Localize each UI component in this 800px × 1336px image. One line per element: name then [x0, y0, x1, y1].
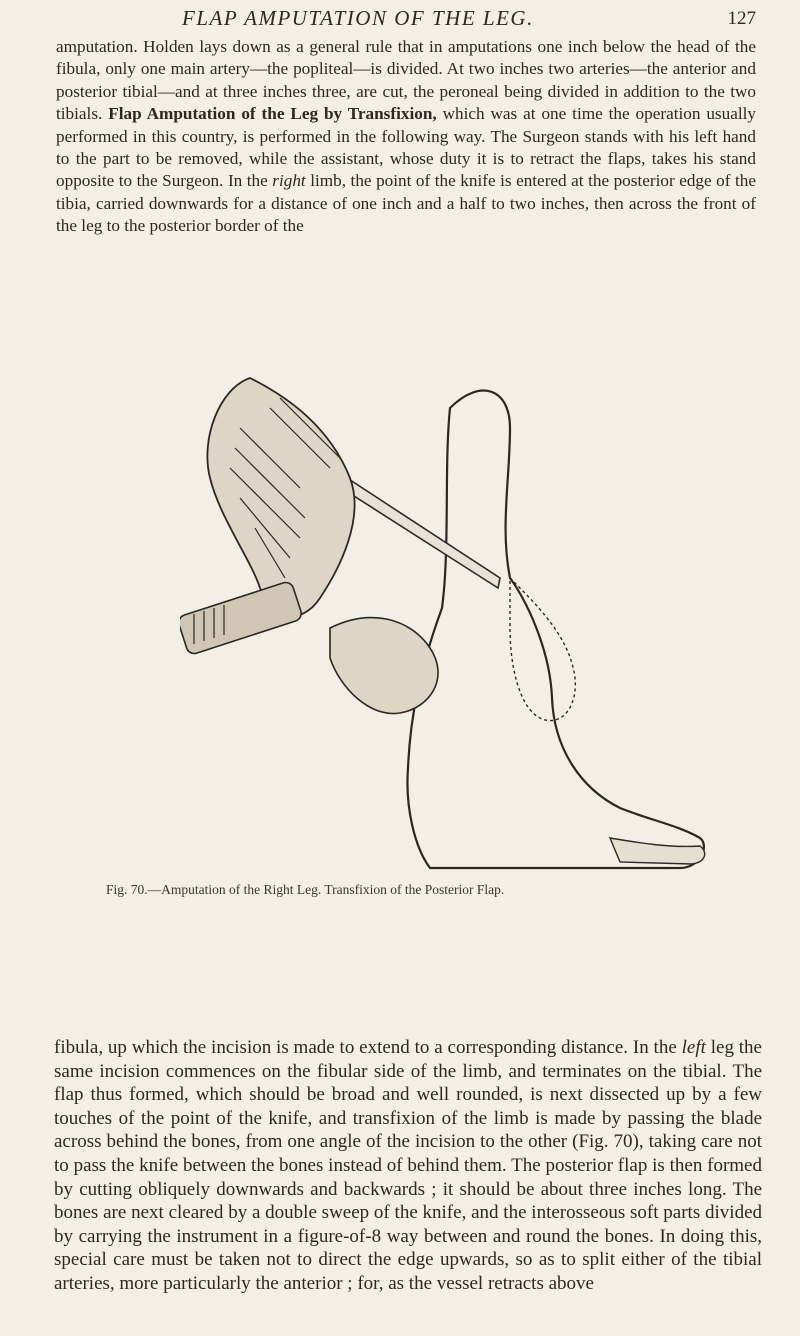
section-heading: Flap Amputation of the Leg by Transfixion, — [108, 104, 437, 124]
assistant-hand — [330, 618, 438, 714]
running-title: FLAP AMPUTATION OF THE LEG. — [182, 6, 534, 30]
italic-right: right — [272, 171, 306, 191]
surgeon-hand — [207, 378, 354, 616]
figure-caption: Fig. 70.—Amputation of the Right Leg. Transfixion of the Posterior Flap. — [106, 882, 505, 897]
knife-handle — [180, 580, 303, 655]
paragraph-1 — [56, 36, 756, 238]
amputation-engraving — [180, 368, 740, 878]
italic-left: left — [681, 1037, 706, 1058]
page-number: 127 — [727, 8, 756, 29]
paragraph-2-body-b: leg the same incision commences on the fibular side of the limb, and terminates on the tibial. The flap thus formed, which should be broad and well rounded, is next dissected up by a few touches of the point of the knife, and transfixion of the limb is made by passing the blade across behind the bones, from one angle of the incision to the other (Fig. 70), taking care not to pass the knife between the bones instead of behind them. The posterior flap is then formed by cutting obliquely downwards and backwards ; it should be about three inches long. The bones are next cleared by a double sweep of the knife, and the interosseous soft parts divided by carrying the instrument in a figure-of-8 way between and round the bones. In doing this, special care must be taken not to direct the edge upwards, so as to split either of the tibial arteries, more particularly the anterior ; for, as the vessel retracts above — [54, 1037, 762, 1294]
paragraph-2-body-a: fibula, up which the incision is made to extend to a corresponding distance. In the — [54, 1037, 682, 1058]
paragraph-1-lead: amputation. Holden lays down as a general rule that in amputations one inch below the head of the fibula, only one main artery—the popliteal—is divided. At two inches two arteries—the anterior and posterior tibial—and at three inches three, are cut, the peroneal being divided in addition to the two tibials. — [56, 37, 756, 124]
running-head — [0, 6, 800, 32]
figure-illustration — [180, 368, 740, 878]
foot — [610, 838, 705, 864]
paragraph-1-body-a: which was at one time the operation usually performed in this country, is performed in the following way. The Surgeon stands with his left hand to the part to be removed, while the assistant, whose duty it is to retract the flaps, takes his stand opposite to the Surgeon. In the — [56, 104, 756, 191]
paragraph-2 — [54, 1036, 762, 1296]
paragraph-1-body-b: limb, the point of the knife is entered at the posterior edge of the tibia, carried downwards for a distance of one inch and a half to two inches, then across the front of the leg to the posterior border of the — [56, 171, 756, 236]
